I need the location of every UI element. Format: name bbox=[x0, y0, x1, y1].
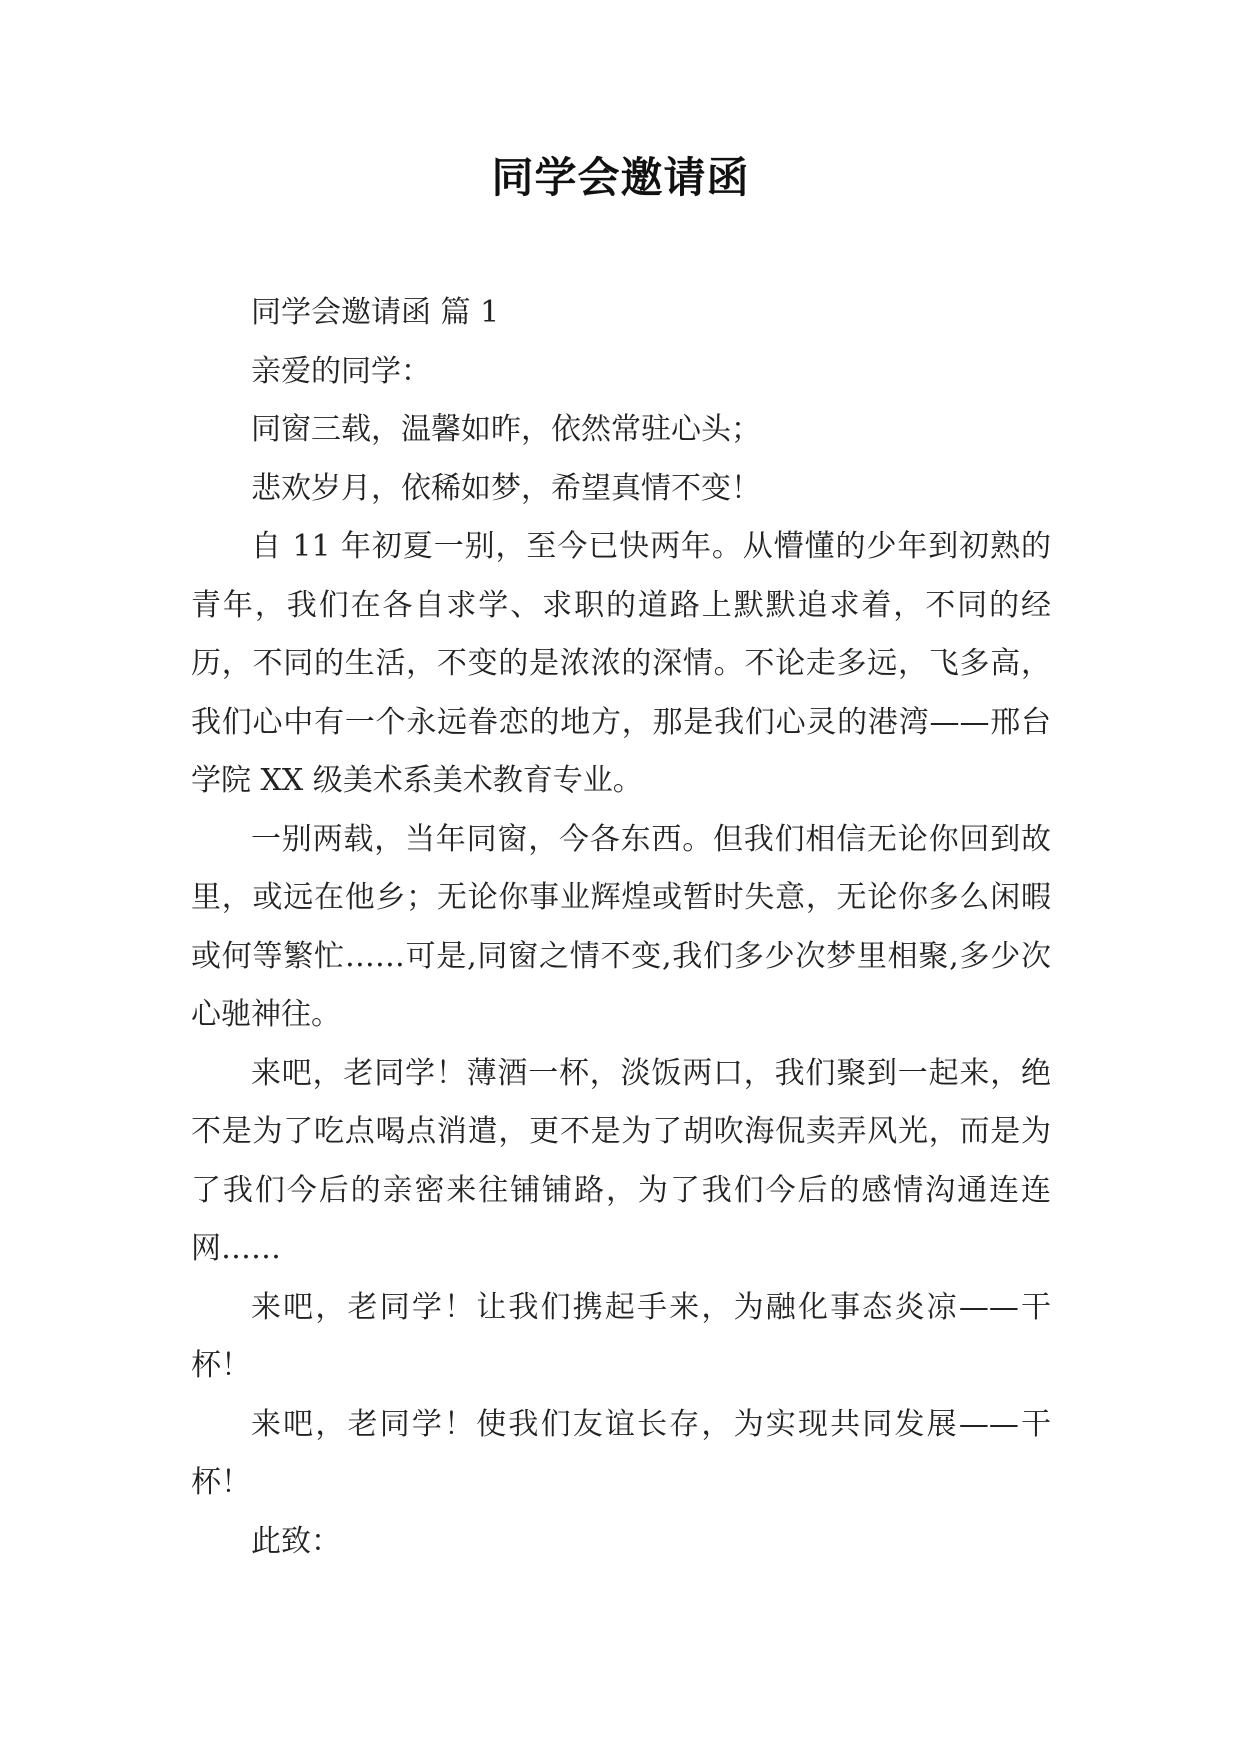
paragraph: 自 11 年初夏一别，至今已快两年。从懵懂的少年到初熟的青年，我们在各自求学、求职的道路上默默追求着，不同的经历，不同的生活，不变的是浓浓的深情。不论走多远，飞多高，我们心中有一个永远眷恋的地方，那是我们心灵的港湾——邢台学院 XX 级美术系美术教育专业。 bbox=[191, 529, 1051, 798]
paragraph: 来吧，老同学！使我们友谊长存，为实现共同发展——干杯！ bbox=[191, 1406, 1051, 1500]
closing: 此致： bbox=[251, 1523, 341, 1559]
paragraph: 来吧，老同学！让我们携起手来，为融化事态炎凉——干杯！ bbox=[191, 1289, 1051, 1383]
document-title: 同学会邀请函 bbox=[491, 153, 750, 202]
section-heading: 同学会邀请函 篇 1 bbox=[251, 295, 500, 330]
paragraph: 一别两载，当年同窗，今各东西。但我们相信无论你回到故里，或远在他乡；无论你事业辉煌或暂时失意，无论你多么闲暇或何等繁忙……可是,同窗之情不变,我们多少次梦里相聚,多少次心驰神往。 bbox=[191, 821, 1051, 1032]
paragraph: 悲欢岁月，依稀如梦，希望真情不变！ bbox=[251, 470, 761, 506]
paragraph: 来吧，老同学！薄酒一杯，淡饭两口，我们聚到一起来，绝不是为了吃点喝点消遣，更不是为了胡吹海侃卖弄风光，而是为了我们今后的亲密来往铺铺路，为了我们今后的感情沟通连连网…… bbox=[191, 1055, 1051, 1266]
document-body bbox=[191, 284, 1051, 1571]
salutation: 亲爱的同学： bbox=[251, 353, 431, 389]
paragraph: 同窗三载，温馨如昨，依然常驻心头； bbox=[251, 412, 761, 447]
